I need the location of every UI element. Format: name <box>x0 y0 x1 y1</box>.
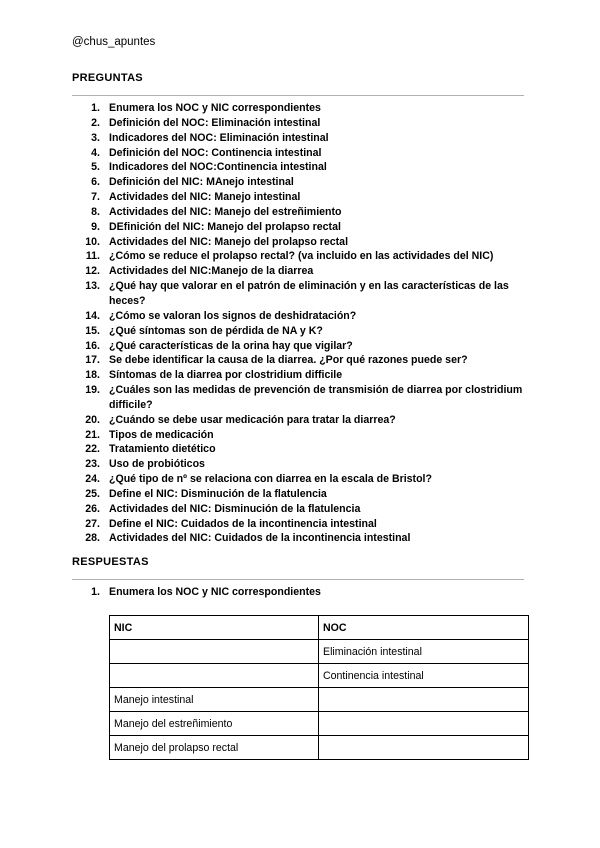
table-row <box>110 736 529 760</box>
question-number: 23. <box>85 458 100 471</box>
table-row <box>110 640 529 664</box>
question-number: 14. <box>85 309 100 322</box>
question-text: ¿Qué hay que valorar en el patrón de eliminación y en las características de las heces? <box>109 280 509 307</box>
question-text: Definición del NOC: Eliminación intestinal <box>109 116 321 129</box>
question-text: Actividades del NIC: Manejo del estreñimiento <box>109 205 342 218</box>
question-item <box>72 442 532 457</box>
table-row <box>110 688 529 712</box>
question-item <box>72 531 532 546</box>
noc-cell <box>319 736 529 760</box>
question-text: DEfinición del NIC: Manejo del prolapso rectal <box>109 220 341 233</box>
question-item <box>72 457 532 472</box>
question-text: Definición del NIC: MAnejo intestinal <box>109 176 294 189</box>
question-item <box>72 146 532 161</box>
question-item <box>72 383 532 413</box>
question-text: ¿Qué síntomas son de pérdida de NA y K? <box>109 324 323 337</box>
question-number: 28. <box>85 532 100 545</box>
question-number: 16. <box>85 339 100 352</box>
question-text: Enumera los NOC y NIC correspondientes <box>109 586 321 598</box>
question-text: Define el NIC: Cuidados de la incontinencia intestinal <box>109 517 377 530</box>
question-text: Enumera los NOC y NIC correspondientes <box>109 102 321 114</box>
question-number: 13. <box>85 280 100 293</box>
table-header-row <box>110 616 529 640</box>
question-text: ¿Cómo se valoran los signos de deshidratación? <box>109 309 357 322</box>
question-number: 3. <box>91 131 100 144</box>
question-number: 26. <box>85 502 100 515</box>
question-number: 6. <box>91 176 100 189</box>
nic-cell <box>110 640 319 664</box>
question-text: Indicadores del NOC:Continencia intestinal <box>109 161 327 174</box>
author-handle: @chus_apuntes <box>72 36 156 48</box>
question-number: 1. <box>91 102 100 114</box>
question-number: 8. <box>91 205 100 218</box>
question-item <box>72 249 532 264</box>
question-number: 2. <box>91 116 100 129</box>
nic-cell <box>110 664 319 688</box>
question-number: 17. <box>85 354 100 367</box>
question-item <box>72 413 532 428</box>
question-text: Se debe identificar la causa de la diarrea. ¿Por qué razones puede ser? <box>109 354 468 367</box>
question-number: 18. <box>85 369 100 382</box>
question-number: 20. <box>85 413 100 426</box>
questions-list <box>72 101 532 546</box>
question-number: 25. <box>85 487 100 500</box>
question-item <box>72 353 532 368</box>
section-title-respuestas: RESPUESTAS <box>72 556 149 568</box>
question-text: Actividades del NIC: Manejo del prolapso rectal <box>109 235 349 248</box>
question-number: 24. <box>85 473 100 486</box>
question-item <box>72 309 532 324</box>
question-number: 7. <box>91 191 100 204</box>
question-item <box>72 472 532 487</box>
answer-question-heading <box>72 585 532 600</box>
question-number: 4. <box>91 146 100 159</box>
question-number: 12. <box>85 265 100 278</box>
question-text: Tipos de medicación <box>109 428 214 441</box>
question-number: 21. <box>85 428 100 441</box>
question-item <box>72 279 532 309</box>
question-item <box>72 368 532 383</box>
question-text: ¿Cuándo se debe usar medicación para tratar la diarrea? <box>109 413 396 426</box>
question-item <box>72 101 532 116</box>
question-text: Uso de probióticos <box>109 458 205 471</box>
table-row <box>110 664 529 688</box>
question-text: Síntomas de la diarrea por clostridium difficile <box>109 369 343 382</box>
question-item <box>72 324 532 339</box>
nic-cell: Manejo intestinal <box>110 688 319 712</box>
question-text: Actividades del NIC: Disminución de la flatulencia <box>109 502 361 515</box>
question-text: ¿Qué tipo de nº se relaciona con diarrea en la escala de Bristol? <box>109 473 432 486</box>
question-item <box>72 131 532 146</box>
question-item <box>72 175 532 190</box>
question-item <box>72 205 532 220</box>
question-item <box>72 487 532 502</box>
question-text: Tratamiento dietético <box>109 443 216 456</box>
noc-cell <box>319 688 529 712</box>
question-text: ¿Cuáles son las medidas de prevención de transmisión de diarrea por clostridium difficile? <box>109 384 523 411</box>
question-number: 1. <box>91 586 100 598</box>
noc-cell <box>319 712 529 736</box>
question-number: 22. <box>85 443 100 456</box>
header-noc: NOC <box>319 616 529 640</box>
question-text: Definición del NOC: Continencia intestinal <box>109 146 322 159</box>
question-text: Actividades del NIC: Cuidados de la incontinencia intestinal <box>109 532 411 545</box>
nic-cell: Manejo del estreñimiento <box>110 712 319 736</box>
question-number: 5. <box>91 161 100 174</box>
question-number: 27. <box>85 517 100 530</box>
header-nic: NIC <box>110 616 319 640</box>
table-row <box>110 712 529 736</box>
question-number: 11. <box>85 250 100 263</box>
question-item <box>72 235 532 250</box>
question-item <box>72 339 532 354</box>
question-text: ¿Cómo se reduce el prolapso rectal? (va incluido en las actividades del NIC) <box>109 250 494 263</box>
question-number: 19. <box>85 384 100 397</box>
section-title-preguntas: PREGUNTAS <box>72 72 143 84</box>
question-number: 15. <box>85 324 100 337</box>
question-item <box>72 220 532 235</box>
section-divider-preguntas <box>72 95 524 96</box>
question-text: Indicadores del NOC: Eliminación intestinal <box>109 131 329 144</box>
question-text: Actividades del NIC: Manejo intestinal <box>109 191 301 204</box>
question-text: Define el NIC: Disminución de la flatulencia <box>109 487 327 500</box>
question-text: ¿Qué características de la orina hay que vigilar? <box>109 339 353 352</box>
noc-cell: Continencia intestinal <box>319 664 529 688</box>
question-number: 9. <box>91 220 100 233</box>
nic-noc-table <box>109 615 529 760</box>
question-text: Actividades del NIC:Manejo de la diarrea <box>109 265 314 278</box>
question-item <box>72 190 532 205</box>
question-item <box>72 428 532 443</box>
nic-cell: Manejo del prolapso rectal <box>110 736 319 760</box>
question-item <box>72 116 532 131</box>
question-number: 10. <box>85 235 100 248</box>
question-item <box>72 264 532 279</box>
question-item <box>72 160 532 175</box>
noc-cell: Eliminación intestinal <box>319 640 529 664</box>
question-item <box>72 502 532 517</box>
section-divider-respuestas <box>72 579 524 580</box>
question-item <box>72 517 532 532</box>
